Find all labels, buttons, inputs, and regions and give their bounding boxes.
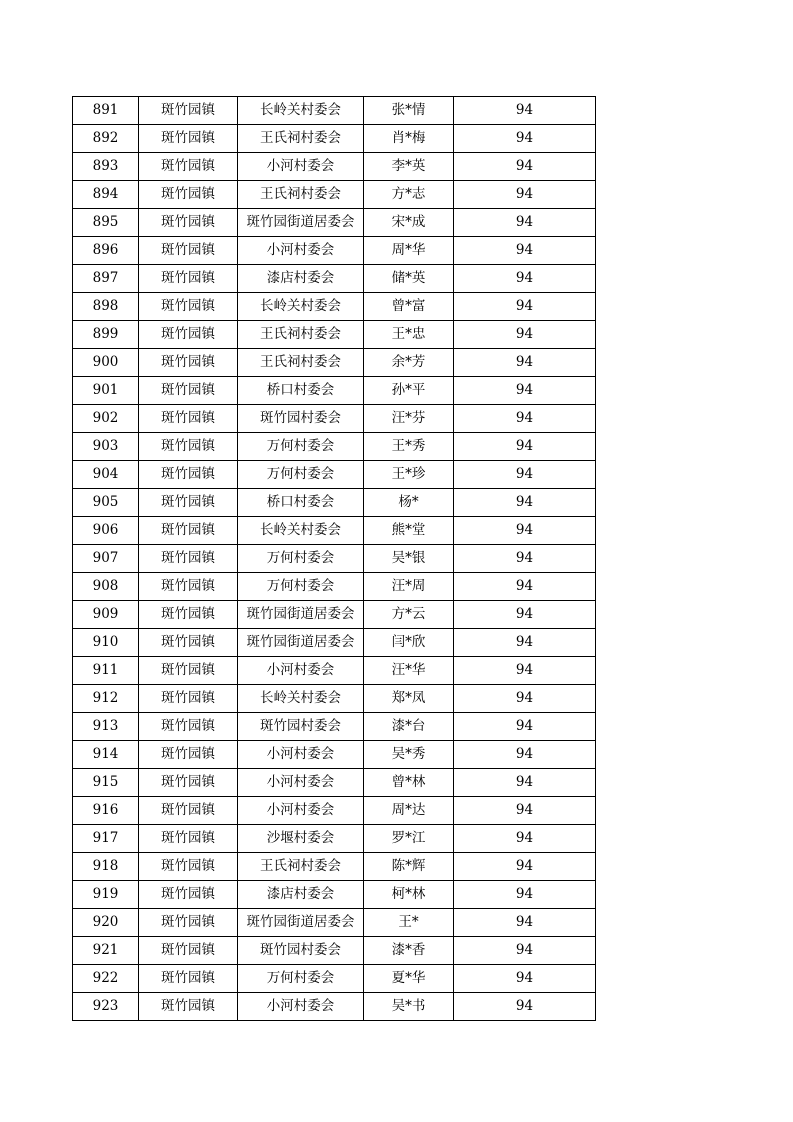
score-cell: 94 (454, 153, 596, 181)
score-cell: 94 (454, 377, 596, 405)
row-number-cell: 912 (73, 685, 139, 713)
table-row (73, 237, 596, 265)
table-row (73, 965, 596, 993)
village-committee-cell: 小河村委会 (238, 153, 364, 181)
score-cell: 94 (454, 797, 596, 825)
village-committee-cell: 漆店村委会 (238, 881, 364, 909)
table-row (73, 209, 596, 237)
person-name-cell: 王*忠 (364, 321, 454, 349)
person-name-cell: 肖*梅 (364, 125, 454, 153)
table-row (73, 713, 596, 741)
table-row (73, 881, 596, 909)
village-committee-cell: 长岭关村委会 (238, 685, 364, 713)
person-name-cell: 宋*成 (364, 209, 454, 237)
town-cell: 斑竹园镇 (139, 293, 238, 321)
town-cell: 斑竹园镇 (139, 489, 238, 517)
score-cell: 94 (454, 881, 596, 909)
town-cell: 斑竹园镇 (139, 545, 238, 573)
village-committee-cell: 王氏祠村委会 (238, 349, 364, 377)
score-cell: 94 (454, 405, 596, 433)
row-number-cell: 894 (73, 181, 139, 209)
records-table (72, 96, 596, 1021)
score-cell: 94 (454, 685, 596, 713)
village-committee-cell: 沙堰村委会 (238, 825, 364, 853)
score-cell: 94 (454, 937, 596, 965)
town-cell: 斑竹园镇 (139, 181, 238, 209)
village-committee-cell: 小河村委会 (238, 993, 364, 1021)
score-cell: 94 (454, 713, 596, 741)
town-cell: 斑竹园镇 (139, 125, 238, 153)
table-row (73, 461, 596, 489)
score-cell: 94 (454, 321, 596, 349)
table-row (73, 489, 596, 517)
table-row (73, 601, 596, 629)
score-cell: 94 (454, 181, 596, 209)
town-cell: 斑竹园镇 (139, 853, 238, 881)
score-cell: 94 (454, 573, 596, 601)
village-committee-cell: 小河村委会 (238, 769, 364, 797)
person-name-cell: 张*情 (364, 97, 454, 125)
town-cell: 斑竹园镇 (139, 237, 238, 265)
person-name-cell: 柯*林 (364, 881, 454, 909)
town-cell: 斑竹园镇 (139, 909, 238, 937)
town-cell: 斑竹园镇 (139, 209, 238, 237)
village-committee-cell: 长岭关村委会 (238, 293, 364, 321)
village-committee-cell: 万何村委会 (238, 433, 364, 461)
village-committee-cell: 斑竹园街道居委会 (238, 629, 364, 657)
row-number-cell: 909 (73, 601, 139, 629)
table-row (73, 349, 596, 377)
village-committee-cell: 万何村委会 (238, 573, 364, 601)
score-cell: 94 (454, 741, 596, 769)
table-row (73, 937, 596, 965)
row-number-cell: 916 (73, 797, 139, 825)
table-row (73, 517, 596, 545)
person-name-cell: 夏*华 (364, 965, 454, 993)
row-number-cell: 911 (73, 657, 139, 685)
person-name-cell: 方*志 (364, 181, 454, 209)
person-name-cell: 周*达 (364, 797, 454, 825)
table-row (73, 153, 596, 181)
table-row (73, 909, 596, 937)
town-cell: 斑竹园镇 (139, 97, 238, 125)
score-cell: 94 (454, 769, 596, 797)
row-number-cell: 904 (73, 461, 139, 489)
town-cell: 斑竹园镇 (139, 265, 238, 293)
village-committee-cell: 桥口村委会 (238, 377, 364, 405)
person-name-cell: 吴*秀 (364, 741, 454, 769)
row-number-cell: 901 (73, 377, 139, 405)
town-cell: 斑竹园镇 (139, 349, 238, 377)
town-cell: 斑竹园镇 (139, 601, 238, 629)
person-name-cell: 熊*堂 (364, 517, 454, 545)
table-row (73, 97, 596, 125)
score-cell: 94 (454, 125, 596, 153)
score-cell: 94 (454, 461, 596, 489)
person-name-cell: 吴*银 (364, 545, 454, 573)
score-cell: 94 (454, 965, 596, 993)
town-cell: 斑竹园镇 (139, 937, 238, 965)
table-row (73, 741, 596, 769)
village-committee-cell: 王氏祠村委会 (238, 321, 364, 349)
row-number-cell: 913 (73, 713, 139, 741)
score-cell: 94 (454, 97, 596, 125)
score-cell: 94 (454, 993, 596, 1021)
person-name-cell: 李*英 (364, 153, 454, 181)
score-cell: 94 (454, 237, 596, 265)
row-number-cell: 910 (73, 629, 139, 657)
score-cell: 94 (454, 545, 596, 573)
score-cell: 94 (454, 209, 596, 237)
table-row (73, 685, 596, 713)
town-cell: 斑竹园镇 (139, 377, 238, 405)
village-committee-cell: 万何村委会 (238, 545, 364, 573)
table-row (73, 321, 596, 349)
village-committee-cell: 王氏祠村委会 (238, 853, 364, 881)
village-committee-cell: 桥口村委会 (238, 489, 364, 517)
town-cell: 斑竹园镇 (139, 769, 238, 797)
person-name-cell: 漆*台 (364, 713, 454, 741)
village-committee-cell: 小河村委会 (238, 797, 364, 825)
town-cell: 斑竹园镇 (139, 517, 238, 545)
table-row (73, 993, 596, 1021)
row-number-cell: 899 (73, 321, 139, 349)
person-name-cell: 漆*香 (364, 937, 454, 965)
person-name-cell: 曾*林 (364, 769, 454, 797)
village-committee-cell: 小河村委会 (238, 741, 364, 769)
village-committee-cell: 斑竹园街道居委会 (238, 909, 364, 937)
score-cell: 94 (454, 489, 596, 517)
row-number-cell: 918 (73, 853, 139, 881)
table-row (73, 797, 596, 825)
town-cell: 斑竹园镇 (139, 573, 238, 601)
village-committee-cell: 小河村委会 (238, 237, 364, 265)
row-number-cell: 914 (73, 741, 139, 769)
town-cell: 斑竹园镇 (139, 965, 238, 993)
town-cell: 斑竹园镇 (139, 153, 238, 181)
row-number-cell: 902 (73, 405, 139, 433)
row-number-cell: 915 (73, 769, 139, 797)
village-committee-cell: 斑竹园村委会 (238, 405, 364, 433)
town-cell: 斑竹园镇 (139, 713, 238, 741)
town-cell: 斑竹园镇 (139, 881, 238, 909)
row-number-cell: 891 (73, 97, 139, 125)
score-cell: 94 (454, 265, 596, 293)
row-number-cell: 900 (73, 349, 139, 377)
score-cell: 94 (454, 293, 596, 321)
person-name-cell: 王* (364, 909, 454, 937)
score-cell: 94 (454, 433, 596, 461)
village-committee-cell: 漆店村委会 (238, 265, 364, 293)
village-committee-cell: 斑竹园街道居委会 (238, 601, 364, 629)
town-cell: 斑竹园镇 (139, 993, 238, 1021)
row-number-cell: 905 (73, 489, 139, 517)
person-name-cell: 孙*平 (364, 377, 454, 405)
village-committee-cell: 王氏祠村委会 (238, 125, 364, 153)
town-cell: 斑竹园镇 (139, 433, 238, 461)
town-cell: 斑竹园镇 (139, 825, 238, 853)
person-name-cell: 曾*富 (364, 293, 454, 321)
records-table-body (73, 97, 596, 1021)
row-number-cell: 907 (73, 545, 139, 573)
town-cell: 斑竹园镇 (139, 321, 238, 349)
table-row (73, 769, 596, 797)
town-cell: 斑竹园镇 (139, 461, 238, 489)
person-name-cell: 闫*欣 (364, 629, 454, 657)
town-cell: 斑竹园镇 (139, 797, 238, 825)
village-committee-cell: 长岭关村委会 (238, 97, 364, 125)
village-committee-cell: 万何村委会 (238, 461, 364, 489)
row-number-cell: 897 (73, 265, 139, 293)
row-number-cell: 922 (73, 965, 139, 993)
row-number-cell: 895 (73, 209, 139, 237)
score-cell: 94 (454, 853, 596, 881)
table-row (73, 125, 596, 153)
person-name-cell: 周*华 (364, 237, 454, 265)
row-number-cell: 893 (73, 153, 139, 181)
row-number-cell: 919 (73, 881, 139, 909)
village-committee-cell: 王氏祠村委会 (238, 181, 364, 209)
village-committee-cell: 小河村委会 (238, 657, 364, 685)
table-row (73, 181, 596, 209)
person-name-cell: 余*芳 (364, 349, 454, 377)
score-cell: 94 (454, 601, 596, 629)
table-row (73, 853, 596, 881)
person-name-cell: 王*秀 (364, 433, 454, 461)
table-row (73, 825, 596, 853)
town-cell: 斑竹园镇 (139, 657, 238, 685)
row-number-cell: 908 (73, 573, 139, 601)
table-row (73, 433, 596, 461)
row-number-cell: 903 (73, 433, 139, 461)
score-cell: 94 (454, 629, 596, 657)
village-committee-cell: 斑竹园村委会 (238, 713, 364, 741)
table-row (73, 265, 596, 293)
person-name-cell: 郑*凤 (364, 685, 454, 713)
person-name-cell: 汪*芬 (364, 405, 454, 433)
person-name-cell: 方*云 (364, 601, 454, 629)
person-name-cell: 罗*江 (364, 825, 454, 853)
row-number-cell: 898 (73, 293, 139, 321)
table-row (73, 293, 596, 321)
table-row (73, 377, 596, 405)
row-number-cell: 923 (73, 993, 139, 1021)
village-committee-cell: 万何村委会 (238, 965, 364, 993)
row-number-cell: 921 (73, 937, 139, 965)
village-committee-cell: 斑竹园街道居委会 (238, 209, 364, 237)
row-number-cell: 896 (73, 237, 139, 265)
person-name-cell: 杨* (364, 489, 454, 517)
person-name-cell: 储*英 (364, 265, 454, 293)
table-row (73, 545, 596, 573)
row-number-cell: 906 (73, 517, 139, 545)
score-cell: 94 (454, 517, 596, 545)
town-cell: 斑竹园镇 (139, 685, 238, 713)
score-cell: 94 (454, 349, 596, 377)
village-committee-cell: 斑竹园村委会 (238, 937, 364, 965)
score-cell: 94 (454, 657, 596, 685)
table-row (73, 573, 596, 601)
table-row (73, 629, 596, 657)
score-cell: 94 (454, 825, 596, 853)
person-name-cell: 王*珍 (364, 461, 454, 489)
row-number-cell: 917 (73, 825, 139, 853)
town-cell: 斑竹园镇 (139, 629, 238, 657)
person-name-cell: 汪*华 (364, 657, 454, 685)
row-number-cell: 920 (73, 909, 139, 937)
village-committee-cell: 长岭关村委会 (238, 517, 364, 545)
score-cell: 94 (454, 909, 596, 937)
table-row (73, 657, 596, 685)
town-cell: 斑竹园镇 (139, 405, 238, 433)
row-number-cell: 892 (73, 125, 139, 153)
person-name-cell: 陈*辉 (364, 853, 454, 881)
person-name-cell: 吴*书 (364, 993, 454, 1021)
table-row (73, 405, 596, 433)
town-cell: 斑竹园镇 (139, 741, 238, 769)
person-name-cell: 汪*周 (364, 573, 454, 601)
